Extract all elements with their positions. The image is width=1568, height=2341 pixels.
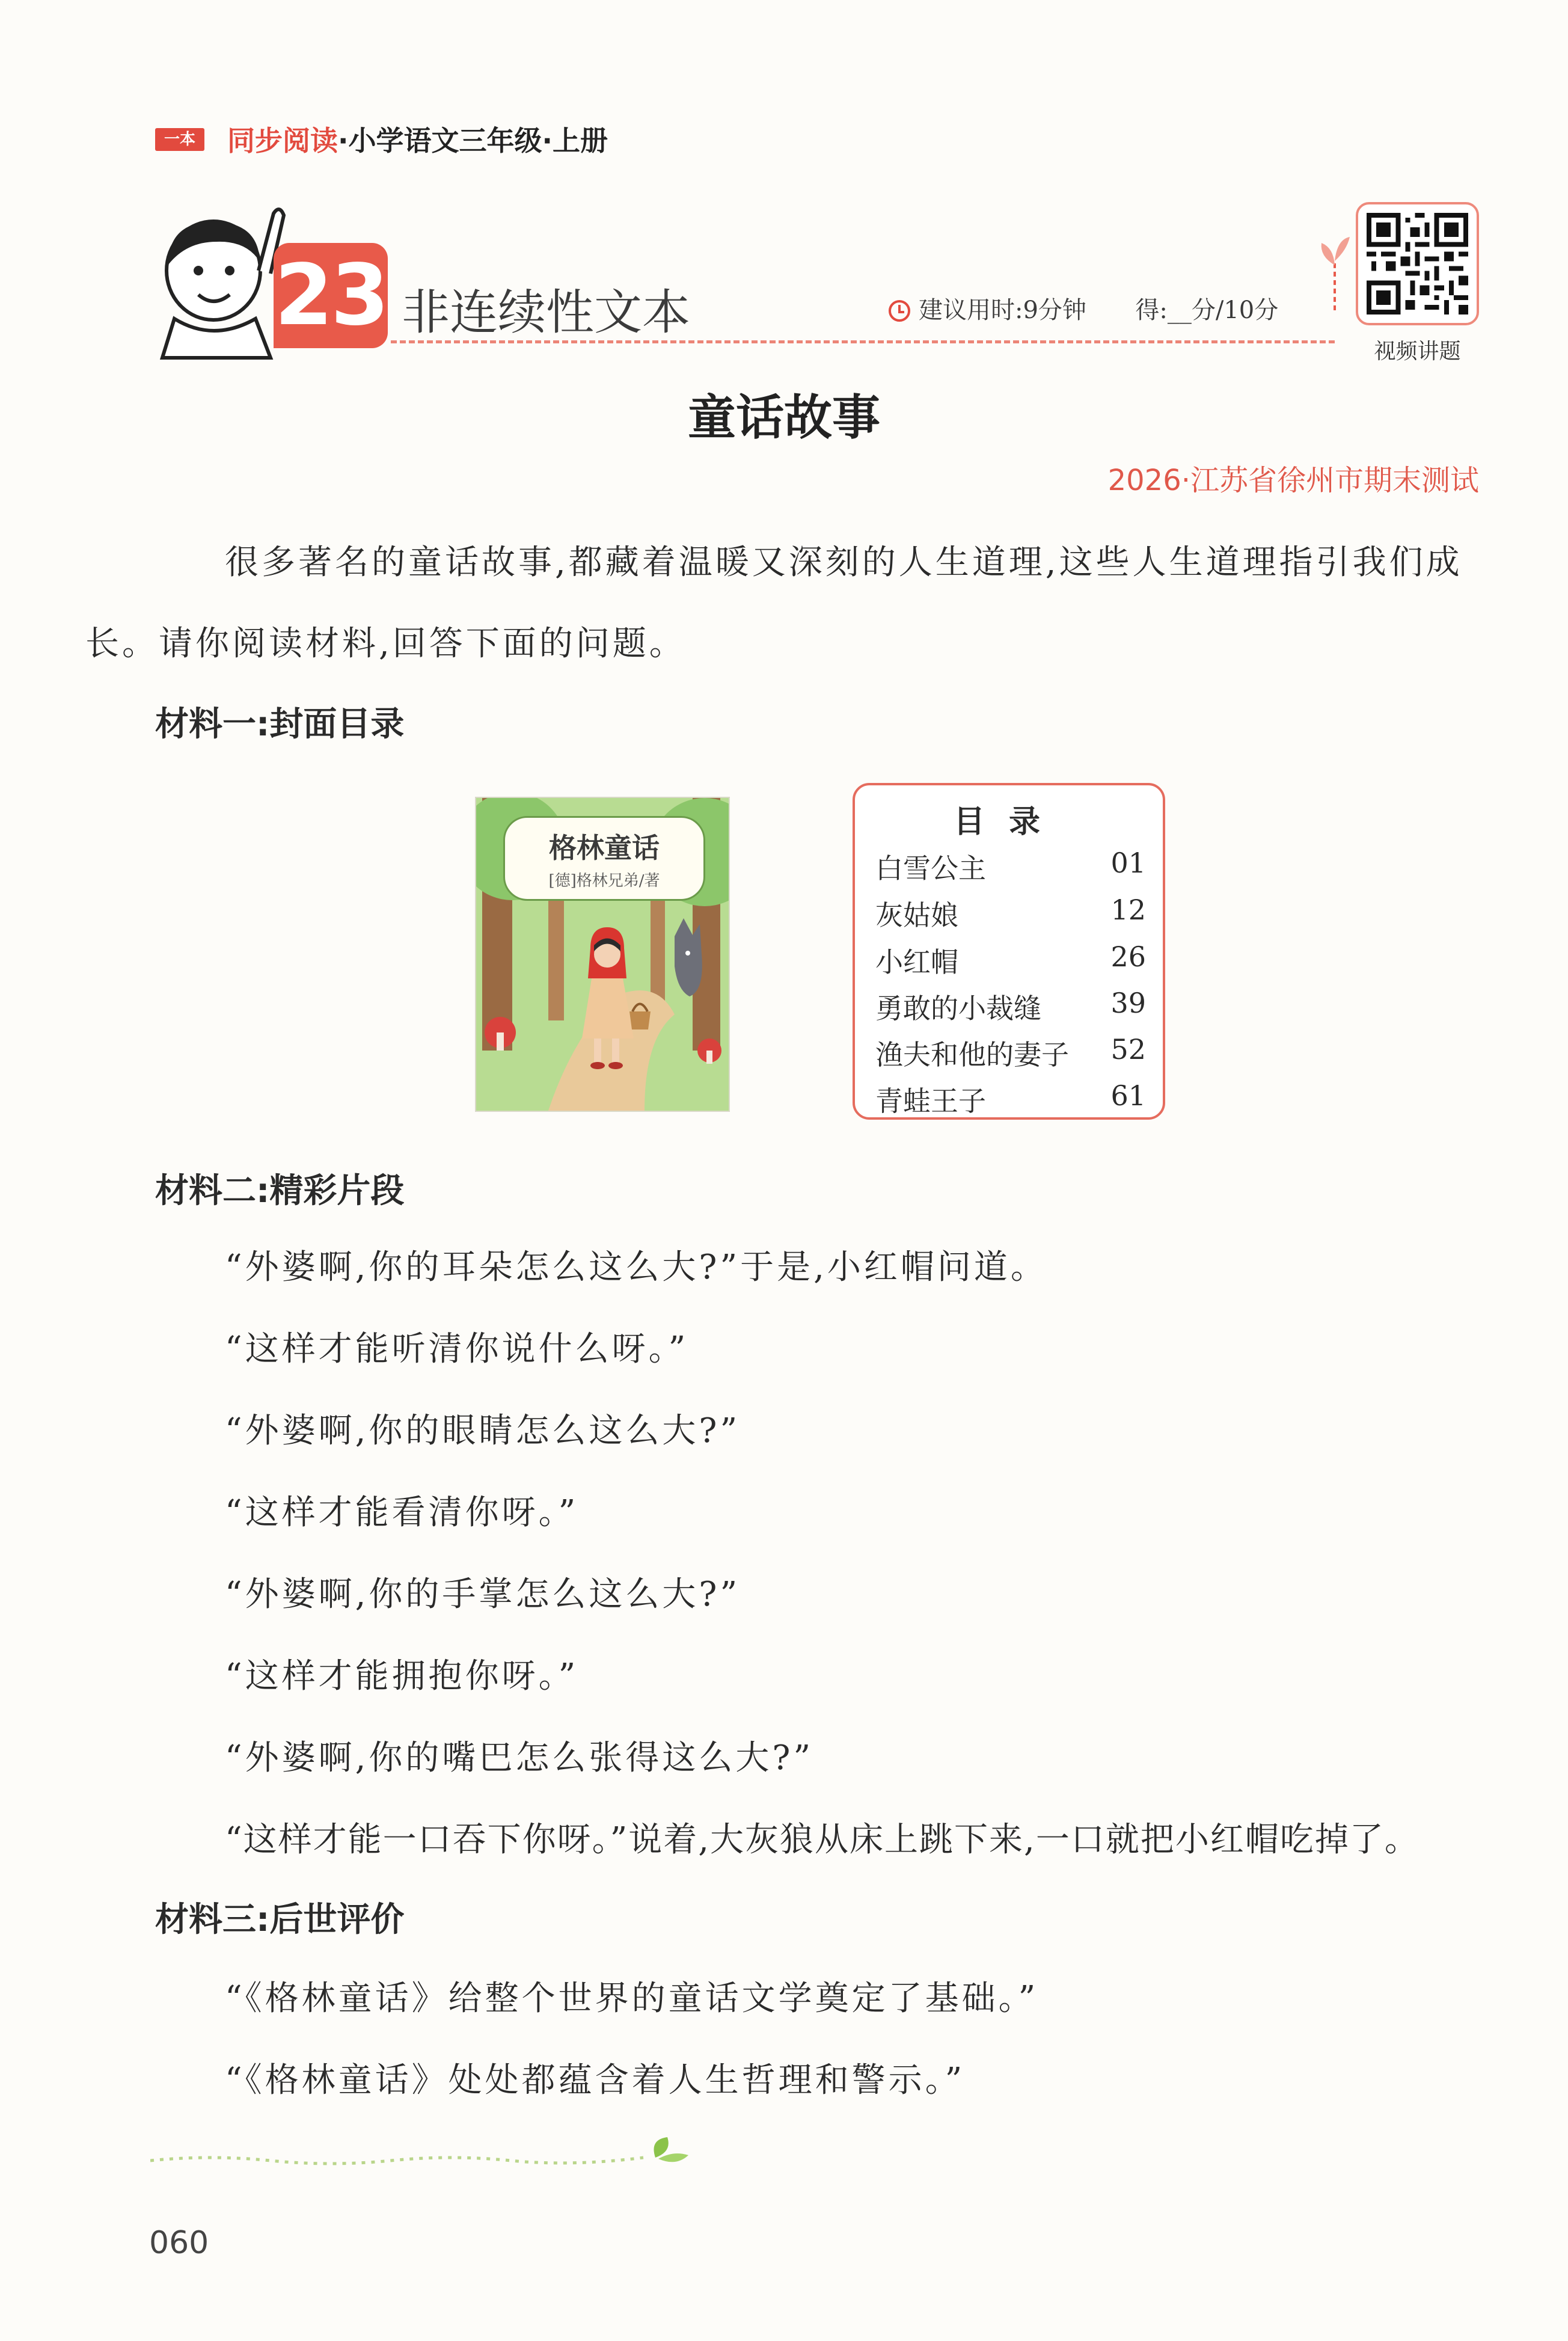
article-title: 童话故事 <box>688 389 880 446</box>
excerpt-line: “这样才能听清你说什么呀。” <box>225 1330 689 1369</box>
toc-entry <box>875 940 1146 983</box>
time-info <box>889 291 1278 325</box>
toc-entry <box>875 847 1146 889</box>
material-2-heading: 材料二:精彩片段 <box>155 1171 405 1210</box>
brand-badge: 一本 <box>155 128 204 151</box>
clock-icon <box>889 300 910 322</box>
lesson-title: 非连续性文本 <box>402 284 690 340</box>
review-line: “《格林童话》给整个世界的童话文学奠定了基础。” <box>225 1979 1039 2018</box>
excerpt-line: “外婆啊,你的嘴巴怎么张得这么大?” <box>225 1738 814 1778</box>
excerpt-line: “外婆啊,你的手掌怎么这么大?” <box>225 1575 741 1614</box>
toc-entry-page: 52 <box>1110 1033 1146 1066</box>
book-cover-image <box>475 797 730 1112</box>
toc-entry-name: 小红帽 <box>875 946 958 978</box>
intro-line-2: 长。请你阅读材料,回答下面的问题。 <box>85 624 686 663</box>
cover-title-plate <box>503 816 705 901</box>
toc-entry-page: 26 <box>1110 940 1146 973</box>
sprout-icon <box>1317 232 1353 310</box>
toc-entry-name: 灰姑娘 <box>875 899 958 931</box>
qr-code-icon[interactable] <box>1367 213 1468 314</box>
exam-source: 2026·江苏省徐州市期末测试 <box>1107 464 1479 497</box>
toc-entry <box>875 1033 1146 1075</box>
review-line: “《格林童话》处处都蕴含着人生哲理和警示。” <box>225 2061 966 2100</box>
toc-entry-page: 12 <box>1110 894 1146 926</box>
cover-author: [德]格林兄弟/著 <box>548 872 660 890</box>
header-divider <box>391 340 1335 343</box>
mascot-boy-icon <box>150 198 289 361</box>
toc-entry-name: 青蛙王子 <box>875 1085 986 1117</box>
score-field: 得:__分/10分 <box>1135 296 1279 324</box>
running-head <box>227 119 608 159</box>
book-subtitle: ·小学语文三年级·上册 <box>338 124 608 157</box>
toc-entry-name: 白雪公主 <box>875 852 986 885</box>
footer-vine-decoration <box>150 2134 691 2176</box>
qr-caption: 视频讲题 <box>1374 339 1461 364</box>
intro-paragraph <box>85 522 1478 684</box>
cover-title: 格林童话 <box>549 832 660 864</box>
material-3-heading: 材料三:后世评价 <box>155 1900 405 1939</box>
qr-code-frame[interactable] <box>1356 202 1479 325</box>
toc-entry-page: 61 <box>1110 1079 1146 1112</box>
lesson-number: 23 <box>274 243 388 348</box>
excerpt-block <box>225 1227 1499 1881</box>
suggested-time: 建议用时:9分钟 <box>919 296 1086 324</box>
toc-entry-page: 01 <box>1110 847 1146 879</box>
toc-entry-name: 渔夫和他的妻子 <box>875 1039 1069 1071</box>
table-of-contents <box>853 783 1165 1120</box>
toc-entry-page: 39 <box>1110 987 1146 1019</box>
series-name: 同步阅读 <box>227 124 338 157</box>
toc-entry <box>875 987 1146 1029</box>
excerpt-line: “外婆啊,你的耳朵怎么这么大?”于是,小红帽问道。 <box>225 1248 1047 1287</box>
toc-entry-name: 勇敢的小裁缝 <box>875 992 1041 1025</box>
excerpt-line: “这样才能拥抱你呀。” <box>225 1657 579 1696</box>
toc-entry <box>875 1079 1146 1121</box>
page-number: 060 <box>149 2225 209 2261</box>
intro-line-1: 很多著名的童话故事,都藏着温暖又深刻的人生道理,这些人生道理指引我们成 <box>225 543 1463 582</box>
toc-entry <box>875 894 1146 936</box>
review-block <box>225 1958 1499 2122</box>
excerpt-line: “外婆啊,你的眼睛怎么这么大?” <box>225 1411 741 1450</box>
toc-title: 目录 <box>953 804 1064 840</box>
excerpt-line: “这样才能一口吞下你呀。”说着,大灰狼从床上跳下来,一口就把小红帽吃掉了。 <box>225 1820 1419 1859</box>
material-1-heading: 材料一:封面目录 <box>155 705 405 744</box>
excerpt-line: “这样才能看清你呀。” <box>225 1493 579 1532</box>
